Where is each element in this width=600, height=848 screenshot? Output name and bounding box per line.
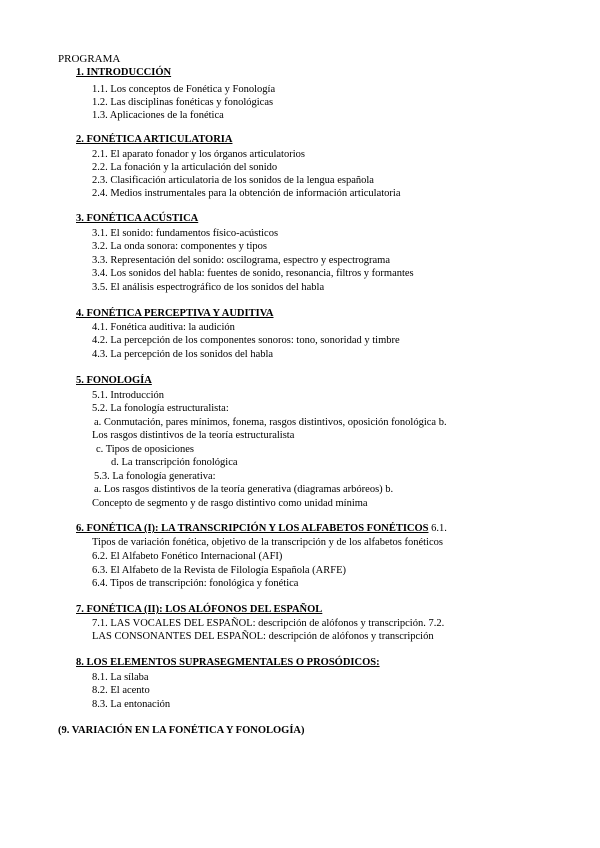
list-item: LAS CONSONANTES DEL ESPAÑOL: descripción de alófonos y transcripción bbox=[92, 631, 434, 642]
list-item: 4.1. Fonética auditiva: la audición bbox=[92, 322, 235, 333]
list-item: 6.4. Tipos de transcripción: fonológica y fonética bbox=[92, 578, 299, 589]
section-heading-row bbox=[76, 522, 447, 535]
section-heading: 5. FONOLOGÍA bbox=[76, 375, 152, 386]
final-heading: (9. VARIACIÓN EN LA FONÉTICA Y FONOLOGÍA) bbox=[58, 725, 305, 736]
list-item: 1.1. Los conceptos de Fonética y Fonología bbox=[92, 84, 276, 95]
list-item: 2.4. Medios instrumentales para la obtención de información articulatoria bbox=[92, 188, 401, 199]
list-item: 1.3. Aplicaciones de la fonética bbox=[92, 110, 224, 121]
section-heading: 4. FONÉTICA PERCEPTIVA Y AUDITIVA bbox=[76, 308, 274, 319]
list-item: Los rasgos distintivos de la teoría estructuralista bbox=[92, 430, 295, 441]
list-item: 8.3. La entonación bbox=[92, 699, 171, 710]
section-heading: 3. FONÉTICA ACÚSTICA bbox=[76, 213, 199, 224]
list-item: c. Tipos de oposiciones bbox=[96, 444, 195, 455]
list-item: 6.3. El Alfabeto de la Revista de Filología Española (ARFE) bbox=[92, 565, 346, 576]
list-item: 8.1. La sílaba bbox=[92, 672, 149, 683]
list-item: a. Conmutación, pares mínimos, fonema, rasgos distintivos, oposición fonológica b. bbox=[94, 417, 447, 428]
list-item: 3.5. El análisis espectrográfico de los sonidos del habla bbox=[92, 282, 325, 293]
list-item: d. La transcripción fonológica bbox=[111, 457, 238, 468]
list-item: 2.3. Clasificación articulatoria de los sonidos de la lengua española bbox=[92, 175, 374, 186]
section-heading: 6. FONÉTICA (I): LA TRANSCRIPCIÓN Y LOS ALFABETOS FONÉTICOS bbox=[76, 523, 429, 534]
list-item: 5.1. Introducción bbox=[92, 390, 165, 401]
list-item: 8.2. El acento bbox=[92, 685, 150, 696]
section-heading: 8. LOS ELEMENTOS SUPRASEGMENTALES O PROSÓDICOS: bbox=[76, 657, 380, 668]
list-item: 2.1. El aparato fonador y los órganos articulatorios bbox=[92, 149, 305, 160]
list-item: 3.4. Los sonidos del habla: fuentes de sonido, resonancia, filtros y formantes bbox=[92, 268, 414, 279]
list-item: 4.2. La percepción de los componentes sonoros: tono, sonoridad y timbre bbox=[92, 335, 400, 346]
list-item: Tipos de variación fonética, objetivo de la transcripción y de los alfabetos fonéticos bbox=[92, 537, 443, 548]
list-item: a. Los rasgos distintivos de la teoría generativa (diagramas arbóreos) b. bbox=[94, 484, 394, 495]
section-heading-tail: 6.1. bbox=[428, 523, 447, 534]
list-item: 3.2. La onda sonora: componentes y tipos bbox=[92, 241, 267, 252]
list-item: 4.3. La percepción de los sonidos del habla bbox=[92, 349, 274, 360]
list-item: 3.3. Representación del sonido: oscilograma, espectro y espectrograma bbox=[92, 255, 390, 266]
list-item: 7.1. LAS VOCALES DEL ESPAÑOL: descripción de alófonos y transcripción. 7.2. bbox=[92, 618, 445, 629]
document-title: PROGRAMA bbox=[58, 53, 121, 65]
list-item: 5.2. La fonología estructuralista: bbox=[92, 403, 229, 414]
list-item: 5.3. La fonología generativa: bbox=[94, 471, 216, 482]
list-item: 3.1. El sonido: fundamentos físico-acústicos bbox=[92, 228, 279, 239]
section-heading: 1. INTRODUCCIÓN bbox=[76, 67, 172, 78]
section-heading: 2. FONÉTICA ARTICULATORIA bbox=[76, 134, 233, 145]
list-item: 2.2. La fonación y la articulación del sonido bbox=[92, 162, 278, 173]
list-item: Concepto de segmento y de rasgo distintivo como unidad mínima bbox=[92, 498, 368, 509]
section-heading: 7. FONÉTICA (II): LOS ALÓFONOS DEL ESPAÑOL bbox=[76, 604, 323, 615]
list-item: 1.2. Las disciplinas fonéticas y fonológicas bbox=[92, 97, 274, 108]
list-item: 6.2. El Alfabeto Fonético Internacional (AFI) bbox=[92, 551, 283, 562]
